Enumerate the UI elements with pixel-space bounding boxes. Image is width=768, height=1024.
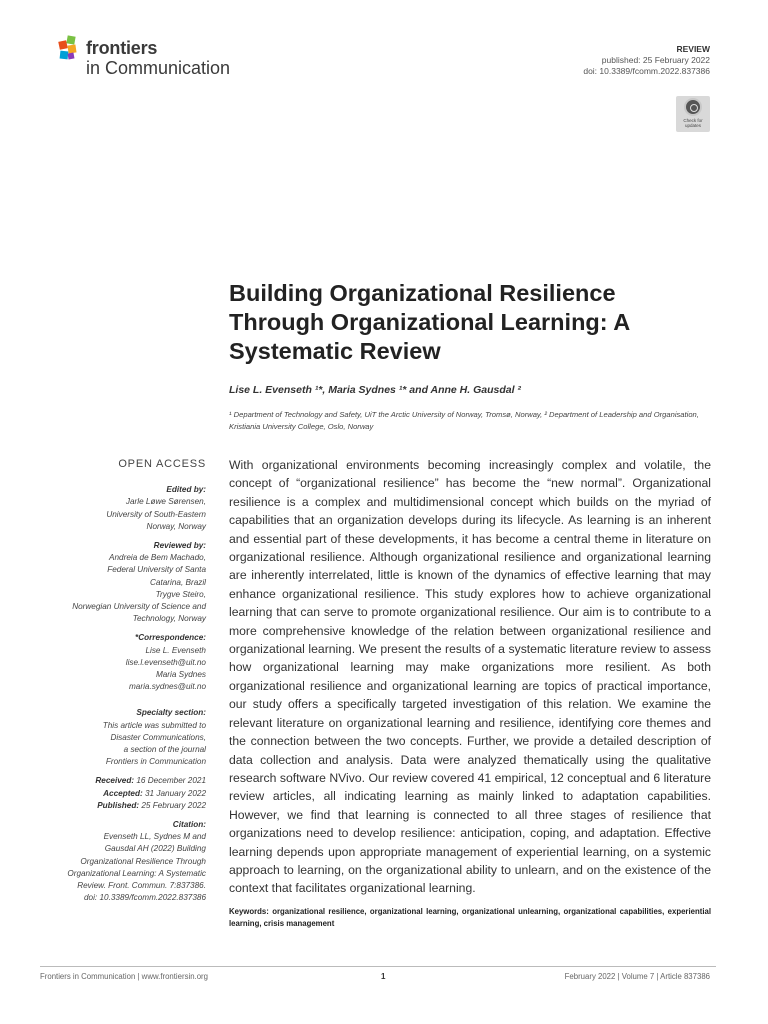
reviewer-line: Federal University of Santa (107, 565, 206, 575)
frontiers-logo-icon (56, 34, 82, 62)
specialty-line: This article was submitted to (102, 720, 206, 730)
specialty-line: Frontiers in Communication (105, 757, 206, 767)
citation-line: Organizational Resilience Through (80, 856, 206, 866)
published-label: Published: (97, 800, 140, 810)
journal-logo[interactable] (56, 32, 256, 80)
editor-line: University of South-Eastern (106, 509, 206, 519)
correspondence-label: *Correspondence: (135, 633, 206, 643)
reviewer-line: Trygve Steiro, (155, 589, 206, 599)
article-meta (583, 44, 710, 77)
citation-line: doi: 10.3389/fcomm.2022.837386 (84, 893, 206, 903)
footer-divider (40, 966, 716, 967)
page-number: 1 (381, 972, 386, 981)
journal-name: in Communication (86, 58, 231, 78)
published-date: published: 25 February 2022 (601, 55, 710, 65)
keywords-label: Keywords: (229, 907, 269, 916)
citation-line: Review. Front. Commun. 7:837386. (77, 881, 206, 891)
correspondence-name: Lise L. Evenseth (145, 645, 206, 655)
correspondence-name: Maria Sydnes (155, 670, 206, 680)
citation-label: Citation: (172, 820, 206, 830)
keywords-block (229, 906, 711, 930)
abstract-text: With organizational environments becoming increasingly complex and volatile, the concept of “organizational resilience” has become the “new normal”. Organizational resilience is a complex and multidimensional concept which builds on the myriad of capabilities that an organization develops during its lifecycle. As learning is an inherent and essential part of these developments, it has become a central theme in literature on organizational resilience. Although organizational resilience and organizational learning are inherently interrelated, little is known of the dynamics of effective learning that may enhance organizational resilience. This study explores how to achieve organizational learning that can serve to promote organizational resilience. Our aim is to contribute to a more comprehensive knowledge of the relation between organizational resilience and organizational learning. We present the results of a systematic literature review to assess how organizational learning may make organizations more resilient. As both organizational resilience and organizational learning are topics of practical importance, our study offers a specifically targeted investigation of this relation. We examine the relevant literature on organizational learning and resilience, identifying core themes and the connection between the two concepts. Further, we provide a detailed description of data collection and analysis. Data were analyzed thematically using the qualitative research software NVivo. Our review covered 41 empirical, 12 conceptual and 6 literature review articles, all indicating learning as mainly linked to adaptation capabilities. However, we find that learning is connected to all three stages of resilience that organizations need to develop resilience: anticipation, coping, and adaptation. Effective learning depends upon appropriate management of experiential learning, on a systemic approach to learning, on the organizational ability to unlearn, and on the existence of the context that facilitates organizational learning. (229, 458, 711, 896)
correspondence-email[interactable]: lise.l.evenseth@uit.no (125, 657, 206, 667)
affiliations: ¹ Department of Technology and Safety, UiT the Arctic University of Norway, Tromsø, Norway, ² Department of Leadership and Organisation, Kristiania University College, Oslo, Norway (229, 410, 699, 431)
open-access-label: OPEN ACCESS (118, 458, 206, 470)
accepted-label: Accepted: (103, 788, 143, 798)
specialty-line: Disaster Communications, (110, 732, 206, 742)
editor-line: Jarle Løwe Sørensen, (125, 497, 206, 507)
check-for-updates-badge[interactable] (676, 96, 710, 132)
author-list: Lise L. Evenseth ¹*, Maria Sydnes ¹* and Anne H. Gausdal ² (229, 384, 521, 396)
reviewer-line: Andreia de Bem Machado, (109, 553, 206, 563)
doi-link[interactable]: doi: 10.3389/fcomm.2022.837386 (583, 66, 710, 76)
specialty-line: a section of the journal (123, 745, 206, 755)
accepted-value: 31 January 2022 (145, 788, 206, 798)
editor-line: Norway, Norway (146, 521, 206, 531)
check-updates-label: Check for updates (683, 118, 703, 128)
reviewer-line: Technology, Norway (132, 614, 206, 624)
published-value: 25 February 2022 (141, 800, 206, 810)
specialty-label: Specialty section: (136, 708, 206, 718)
published-date-side (40, 800, 206, 812)
footer-issue-info: February 2022 | Volume 7 | Article 837386 (564, 972, 710, 981)
citation-line: Organizational Learning: A Systematic (67, 868, 206, 878)
reviewer-line: Norwegian University of Science and (72, 602, 206, 612)
reviewer-line: Catarina, Brazil (150, 577, 206, 587)
brand-name: frontiers (86, 38, 158, 58)
article-sidebar (40, 458, 206, 905)
citation-line: Gausdal AH (2022) Building (104, 844, 206, 854)
received-date (40, 775, 206, 787)
footer-journal-link[interactable]: Frontiers in Communication | www.frontiersin.org (40, 972, 208, 981)
reviewed-by-label: Reviewed by: (153, 541, 206, 551)
received-label: Received: (95, 776, 135, 786)
edited-by-label: Edited by: (166, 485, 206, 495)
correspondence-email[interactable]: maria.sydnes@uit.no (128, 682, 206, 692)
keywords-list: organizational resilience, organizational learning, organizational unlearning, organizational capabilities, experiential learning, crisis management (229, 907, 711, 928)
citation-line: Evenseth LL, Sydnes M and (103, 832, 206, 842)
received-value: 16 December 2021 (136, 776, 206, 786)
article-title: Building Organizational Resilience Through Organizational Learning: A Systematic Review (229, 280, 630, 364)
check-updates-icon (684, 98, 702, 116)
accepted-date (40, 788, 206, 800)
article-type: REVIEW (676, 44, 710, 54)
